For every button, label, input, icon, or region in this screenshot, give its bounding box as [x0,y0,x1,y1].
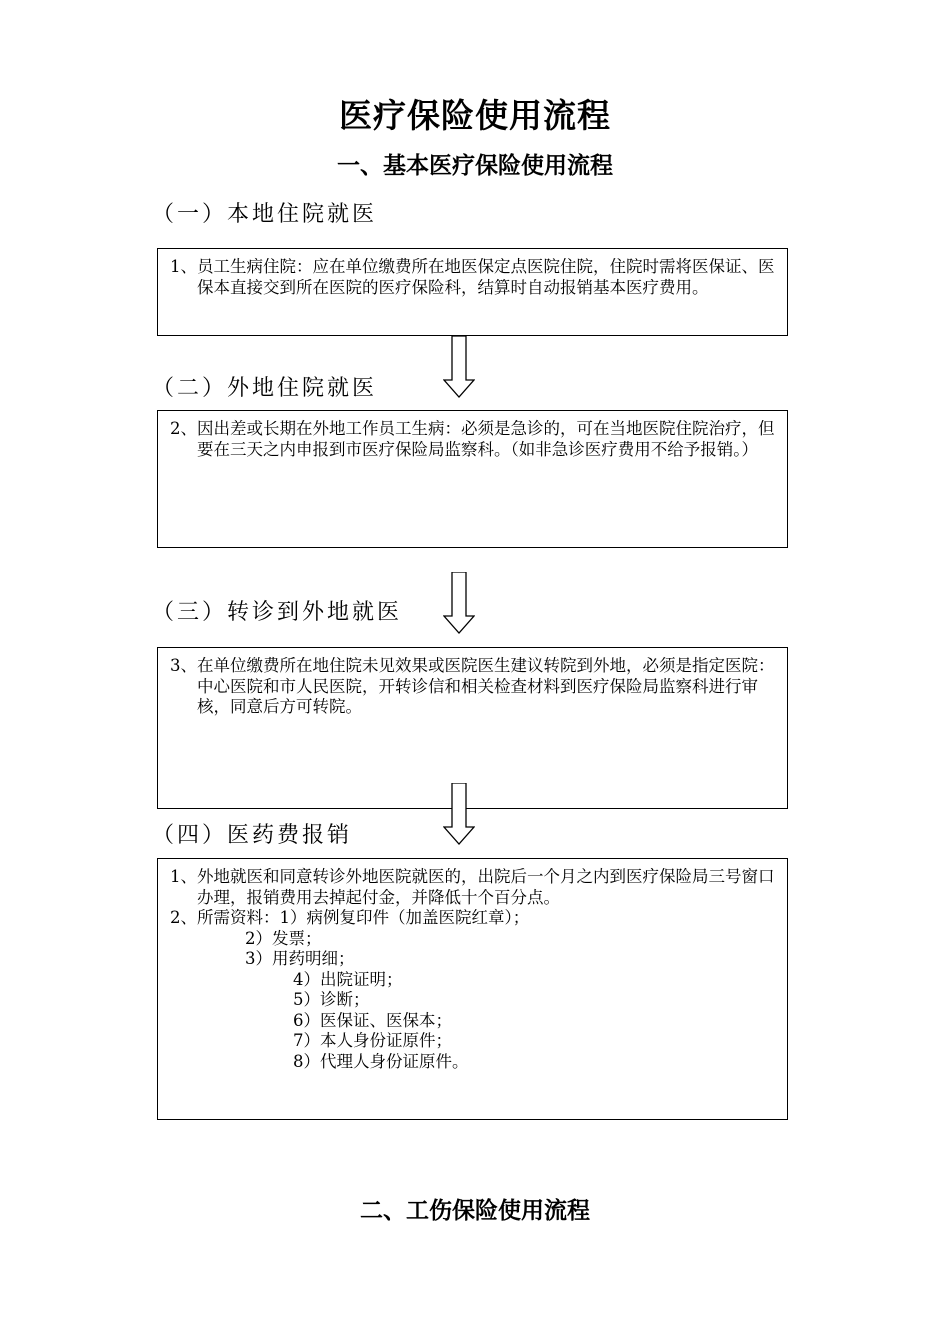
step-heading-referral: （三）转诊到外地就医 [152,600,403,625]
material-item: 6）医保证、医保本； [293,1010,452,1030]
materials-label: 2、所需资料： [170,908,280,927]
material-item: 7）本人身份证原件； [293,1031,452,1050]
step-box-remote-hospitalization [157,410,788,548]
material-item: 4）出院证明； [293,969,403,989]
materials-line-1 [170,908,777,929]
step-text: 2、因出差或长期在外地工作员工生病：必须是急诊的，可在当地医院住院治疗，但要在三天之内申报到市医疗保险局监察科。（如非急诊医疗费用不给予报销。） [170,419,775,459]
step-heading-local-hospitalization: （一）本地住院就医 [152,202,378,227]
material-item: 8）代理人身份证原件。 [293,1051,469,1071]
page-title: 医疗保险使用流程 [339,96,611,135]
down-arrow-icon [443,572,475,634]
section-heading-work-injury: 二、工伤保险使用流程 [360,1198,590,1224]
step-heading-reimbursement: （四）医药费报销 [152,823,353,848]
step-heading-remote-hospitalization: （二）外地住院就医 [152,376,378,401]
down-arrow-icon [443,783,475,845]
step-box-reimbursement [157,858,788,1120]
down-arrow-icon [443,336,475,398]
step-text: 1、员工生病住院：应在单位缴费所在地医保定点医院住院，住院时需将医保证、医保本直接交到所在医院的医疗保险科，结算时自动报销基本医疗费用。 [170,257,775,297]
material-item: 2）发票； [245,928,322,948]
step-text: 1、外地就医和同意转诊外地医院就医的，出院后一个月之内到医疗保险局三号窗口办理，报销费用去掉起付金，并降低十个百分点。 [170,867,775,907]
step-box-local-hospitalization [157,248,788,336]
step-text: 3、在单位缴费所在地住院未见效果或医院医生建议转院到外地，必须是指定医院：中心医院和市人民医院，开转诊信和相关检查材料到医疗保险局监察科进行审核，同意后方可转院。 [170,656,775,716]
material-item: 3）用药明细； [245,949,355,968]
section-heading-basic-insurance: 一、基本医疗保险使用流程 [337,153,613,179]
material-item: 5）诊断； [293,990,370,1009]
material-item: 1）病例复印件（加盖医院红章）； [279,908,530,927]
